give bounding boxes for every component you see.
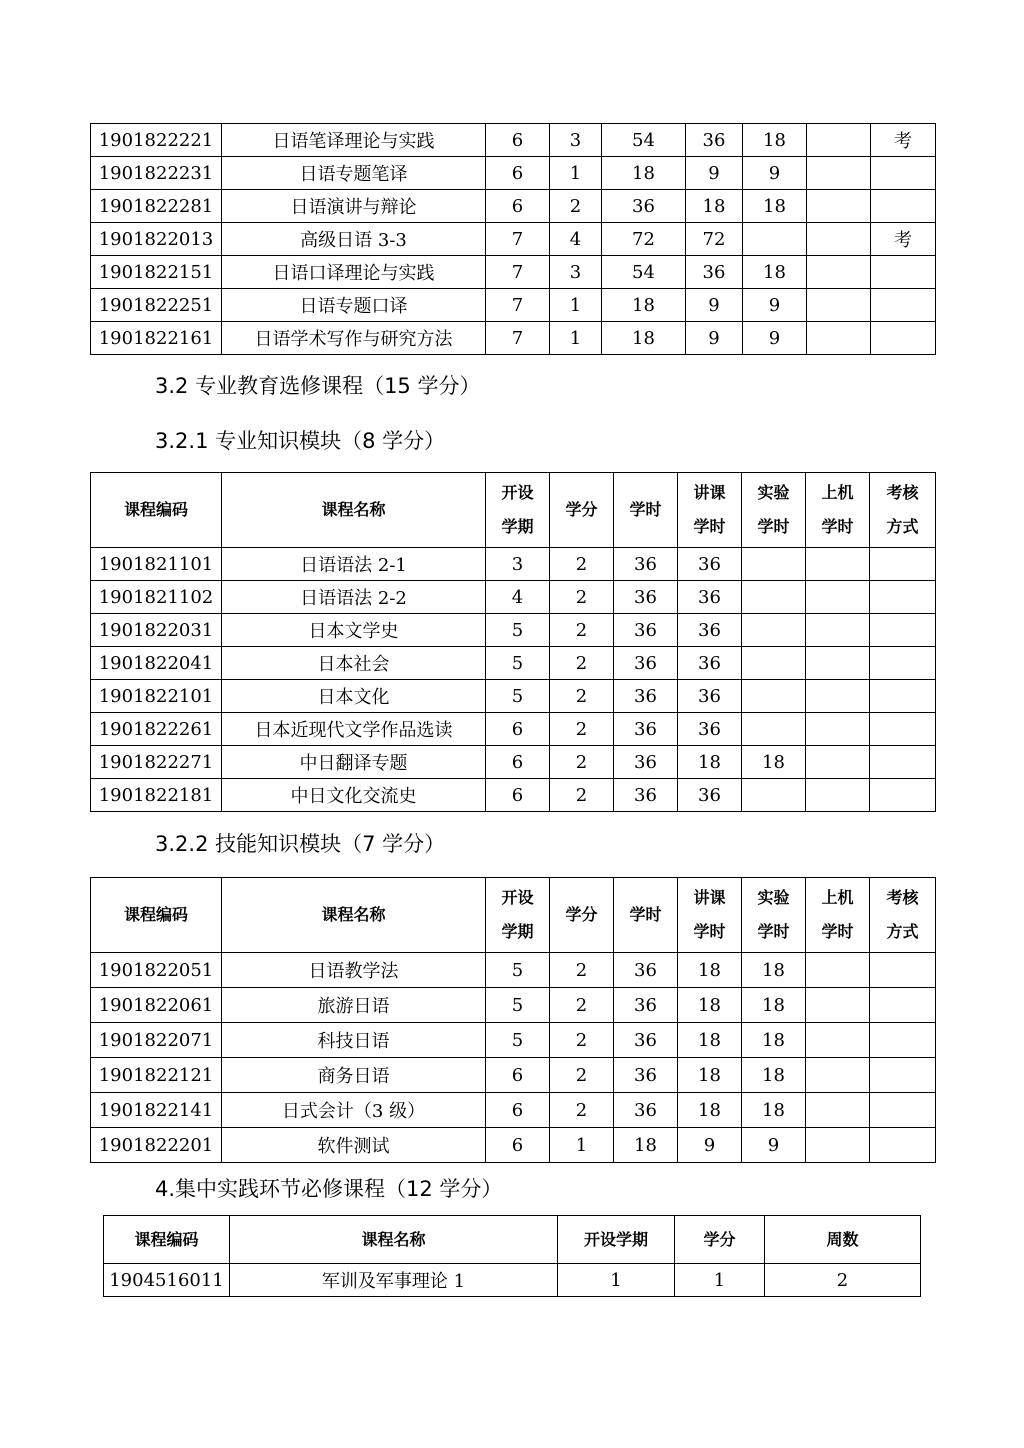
table-cell: 9 [743,157,807,190]
table-cell: 1 [550,1128,614,1163]
table-cell: 1901822101 [91,680,222,713]
table-cell: 日语学术写作与研究方法 [222,322,486,355]
table-row [91,746,936,779]
table-cell [870,581,936,614]
table-cell: 7 [486,223,550,256]
table-cell: 18 [602,289,686,322]
table-cell: 1901822031 [91,614,222,647]
table-cell: 1901822181 [91,779,222,812]
table-cell [806,1128,870,1163]
table-cell [870,953,936,988]
table-cell [870,647,936,680]
header-code: 课程编码 [91,878,222,953]
table-header-row [91,473,936,548]
table-cell: 36 [678,713,742,746]
table-cell [870,614,936,647]
table-cell [742,647,806,680]
section-heading-3-2: 3.2 专业教育选修课程（15 学分） [155,374,481,398]
table-cell: 6 [486,746,550,779]
table-cell [742,548,806,581]
table-cell: 9 [743,289,807,322]
table-cell: 6 [486,124,550,157]
table-row [91,256,936,289]
table-cell: 2 [550,1023,614,1058]
header-computer-hours: 上机 学时 [806,878,870,953]
table-cell [870,680,936,713]
header-code: 课程编码 [104,1216,230,1264]
table-cell: 2 [550,190,602,223]
table-cell: 36 [614,1023,678,1058]
table-cell [806,713,870,746]
table-cell: 9 [678,1128,742,1163]
table-cell [870,713,936,746]
table-cell: 1 [558,1264,675,1297]
table-cell [807,124,871,157]
table-cell: 36 [614,647,678,680]
table-cell: 1 [550,289,602,322]
table-row [91,581,936,614]
table-cell: 中日文化交流史 [222,779,486,812]
header-name: 课程名称 [222,878,486,953]
table-row [91,779,936,812]
table-row [91,647,936,680]
table-cell: 日本文学史 [222,614,486,647]
table-cell: 18 [743,190,807,223]
table-row [91,1128,936,1163]
table-cell [743,223,807,256]
table-cell [807,223,871,256]
table-cell: 1901822261 [91,713,222,746]
table-cell: 36 [614,581,678,614]
table-cell: 考 [871,223,936,256]
table-cell: 6 [486,157,550,190]
table-cell [806,953,870,988]
table-cell [807,190,871,223]
header-semester: 开设学期 [558,1216,675,1264]
table-cell: 18 [678,746,742,779]
table-cell [806,647,870,680]
table-cell [806,614,870,647]
table-cell: 18 [743,124,807,157]
table-cell: 1901821101 [91,548,222,581]
table-cell: 5 [486,953,550,988]
header-name: 课程名称 [222,473,486,548]
table-cell: 1901822281 [91,190,222,223]
table-row [91,1058,936,1093]
table-row [91,988,936,1023]
table-cell [870,1058,936,1093]
table-cell: 36 [602,190,686,223]
table-cell: 7 [486,289,550,322]
table-cell: 18 [678,953,742,988]
section-heading-4: 4.集中实践环节必修课程（12 学分） [155,1177,503,1201]
table-cell: 18 [678,1023,742,1058]
table-cell: 9 [742,1128,806,1163]
table-cell: 36 [678,647,742,680]
table-row [91,713,936,746]
table-cell [871,190,936,223]
table-cell: 日本社会 [222,647,486,680]
table-cell: 5 [486,1023,550,1058]
header-assessment: 考核 方式 [870,473,936,548]
table-body [91,953,936,1163]
table-cell: 7 [486,322,550,355]
table-cell: 36 [686,124,743,157]
table-cell [806,779,870,812]
table-cell: 2 [550,779,614,812]
table-cell: 日语语法 2-1 [222,548,486,581]
table-cell [870,746,936,779]
table-cell: 1901821102 [91,581,222,614]
table-cell: 1901822141 [91,1093,222,1128]
table-cell: 18 [678,1058,742,1093]
table-cell: 日语口译理论与实践 [222,256,486,289]
table-body [91,124,936,355]
table-cell [871,157,936,190]
table-cell: 7 [486,256,550,289]
table-cell: 18 [602,322,686,355]
table-cell: 考 [871,124,936,157]
table-cell: 5 [486,680,550,713]
table-cell: 日语专题笔译 [222,157,486,190]
table-cell [806,548,870,581]
table-cell: 5 [486,614,550,647]
table-cell: 高级日语 3-3 [222,223,486,256]
table-cell [742,713,806,746]
table-cell: 1901822161 [91,322,222,355]
header-code: 课程编码 [91,473,222,548]
table-row [91,614,936,647]
table-cell: 2 [550,1058,614,1093]
table-cell: 2 [550,953,614,988]
header-lecture-hours: 讲课 学时 [678,878,742,953]
course-table-practice [103,1215,921,1297]
header-hours: 学时 [614,878,678,953]
table-cell: 日式会计（3 级） [222,1093,486,1128]
table-cell: 6 [486,1058,550,1093]
table-cell: 1901822251 [91,289,222,322]
table-cell [870,548,936,581]
table-cell: 72 [602,223,686,256]
table-cell: 36 [614,779,678,812]
table-row [91,1023,936,1058]
table-cell: 36 [614,1093,678,1128]
table-cell: 2 [550,1093,614,1128]
table-cell: 36 [678,779,742,812]
table-cell: 36 [614,548,678,581]
table-cell: 54 [602,256,686,289]
table-cell: 36 [686,256,743,289]
table-row [91,223,936,256]
table-cell [806,1093,870,1128]
table-cell: 日本近现代文学作品选读 [222,713,486,746]
table-cell: 1 [550,322,602,355]
table-cell: 18 [743,256,807,289]
table-cell [806,988,870,1023]
table-cell: 1901822051 [91,953,222,988]
table-cell: 2 [550,548,614,581]
table-cell [870,1128,936,1163]
table-cell: 2 [550,713,614,746]
table-cell: 日语演讲与辩论 [222,190,486,223]
table-row [91,680,936,713]
table-row [104,1264,921,1297]
table-cell: 18 [742,988,806,1023]
table-cell: 9 [686,322,743,355]
table-cell: 1901822201 [91,1128,222,1163]
section-heading-3-2-1: 3.2.1 专业知识模块（8 学分） [155,429,446,453]
table-cell: 2 [550,746,614,779]
table-cell: 军训及军事理论 1 [230,1264,558,1297]
table-cell: 36 [678,614,742,647]
table-cell: 日语语法 2-2 [222,581,486,614]
table-cell: 5 [486,647,550,680]
table-cell: 日语笔译理论与实践 [222,124,486,157]
table-cell: 36 [614,680,678,713]
table-cell: 6 [486,1093,550,1128]
table-cell [870,988,936,1023]
table-body [91,548,936,812]
table-cell: 18 [742,1093,806,1128]
table-cell: 科技日语 [222,1023,486,1058]
header-lab-hours: 实验 学时 [742,473,806,548]
table-cell [870,779,936,812]
table-row [91,1093,936,1128]
table-cell [870,1023,936,1058]
table-cell: 3 [550,256,602,289]
table-cell: 6 [486,779,550,812]
table-cell: 18 [742,953,806,988]
table-cell [806,1058,870,1093]
table-row [91,953,936,988]
table-cell: 36 [678,680,742,713]
table-cell: 日语教学法 [222,953,486,988]
table-cell: 36 [614,953,678,988]
table-cell: 1901822271 [91,746,222,779]
table-cell: 4 [550,223,602,256]
header-name: 课程名称 [230,1216,558,1264]
table-row [91,190,936,223]
table-cell: 1901822231 [91,157,222,190]
table-cell [806,1023,870,1058]
table-body [104,1264,921,1297]
table-cell: 1901822013 [91,223,222,256]
table-cell: 9 [686,157,743,190]
table-cell: 5 [486,988,550,1023]
table-cell: 18 [686,190,743,223]
table-cell: 18 [678,1093,742,1128]
table-cell: 3 [486,548,550,581]
table-cell: 1901822061 [91,988,222,1023]
table-row [91,289,936,322]
table-cell: 18 [602,157,686,190]
table-cell: 9 [686,289,743,322]
header-weeks: 周数 [765,1216,921,1264]
table-cell [742,680,806,713]
table-cell: 3 [550,124,602,157]
table-cell [871,322,936,355]
course-table-professional-knowledge [90,472,936,812]
table-cell: 2 [550,680,614,713]
table-cell: 36 [678,581,742,614]
table-cell: 18 [742,746,806,779]
table-cell: 6 [486,190,550,223]
table-row [91,124,936,157]
table-cell [742,581,806,614]
table-cell [807,256,871,289]
table-cell: 36 [614,746,678,779]
table-cell: 日本文化 [222,680,486,713]
table-cell: 18 [678,988,742,1023]
table-cell: 36 [614,1058,678,1093]
table-cell: 36 [614,988,678,1023]
table-row [91,548,936,581]
table-cell [807,157,871,190]
table-cell [870,1093,936,1128]
table-cell: 1901822121 [91,1058,222,1093]
table-cell: 9 [743,322,807,355]
table-cell: 软件测试 [222,1128,486,1163]
table-cell: 1901822041 [91,647,222,680]
table-cell: 18 [742,1058,806,1093]
table-cell: 54 [602,124,686,157]
table-cell [806,581,870,614]
table-row [91,157,936,190]
table-header-row [104,1216,921,1264]
table-cell: 1901822071 [91,1023,222,1058]
table-cell: 日语专题口译 [222,289,486,322]
course-table-skill-knowledge [90,877,936,1163]
table-cell: 1 [550,157,602,190]
header-credits: 学分 [550,878,614,953]
table-cell [807,289,871,322]
table-cell: 36 [614,713,678,746]
table-cell: 18 [614,1128,678,1163]
header-credits: 学分 [675,1216,765,1264]
header-assessment: 考核 方式 [870,878,936,953]
table-cell [871,289,936,322]
header-lecture-hours: 讲课 学时 [678,473,742,548]
header-credits: 学分 [550,473,614,548]
table-cell: 1 [675,1264,765,1297]
table-cell [806,746,870,779]
table-cell: 2 [765,1264,921,1297]
header-lab-hours: 实验 学时 [742,878,806,953]
table-cell: 36 [678,548,742,581]
table-cell: 1904516011 [104,1264,230,1297]
table-cell: 18 [742,1023,806,1058]
table-cell: 2 [550,581,614,614]
table-cell: 2 [550,614,614,647]
table-cell: 6 [486,1128,550,1163]
table-cell [871,256,936,289]
table-cell [742,779,806,812]
table-cell: 商务日语 [222,1058,486,1093]
course-table-required-continued [90,123,936,355]
header-hours: 学时 [614,473,678,548]
table-cell: 36 [614,614,678,647]
table-header-row [91,878,936,953]
table-cell [742,614,806,647]
table-cell: 4 [486,581,550,614]
table-cell: 1901822151 [91,256,222,289]
header-semester: 开设 学期 [486,878,550,953]
table-cell: 2 [550,647,614,680]
table-cell: 旅游日语 [222,988,486,1023]
table-cell: 6 [486,713,550,746]
table-cell: 1901822221 [91,124,222,157]
table-cell: 72 [686,223,743,256]
table-cell [807,322,871,355]
table-cell: 2 [550,988,614,1023]
table-cell [806,680,870,713]
header-semester: 开设 学期 [486,473,550,548]
section-heading-3-2-2: 3.2.2 技能知识模块（7 学分） [155,832,446,856]
header-computer-hours: 上机 学时 [806,473,870,548]
table-row [91,322,936,355]
table-cell: 中日翻译专题 [222,746,486,779]
